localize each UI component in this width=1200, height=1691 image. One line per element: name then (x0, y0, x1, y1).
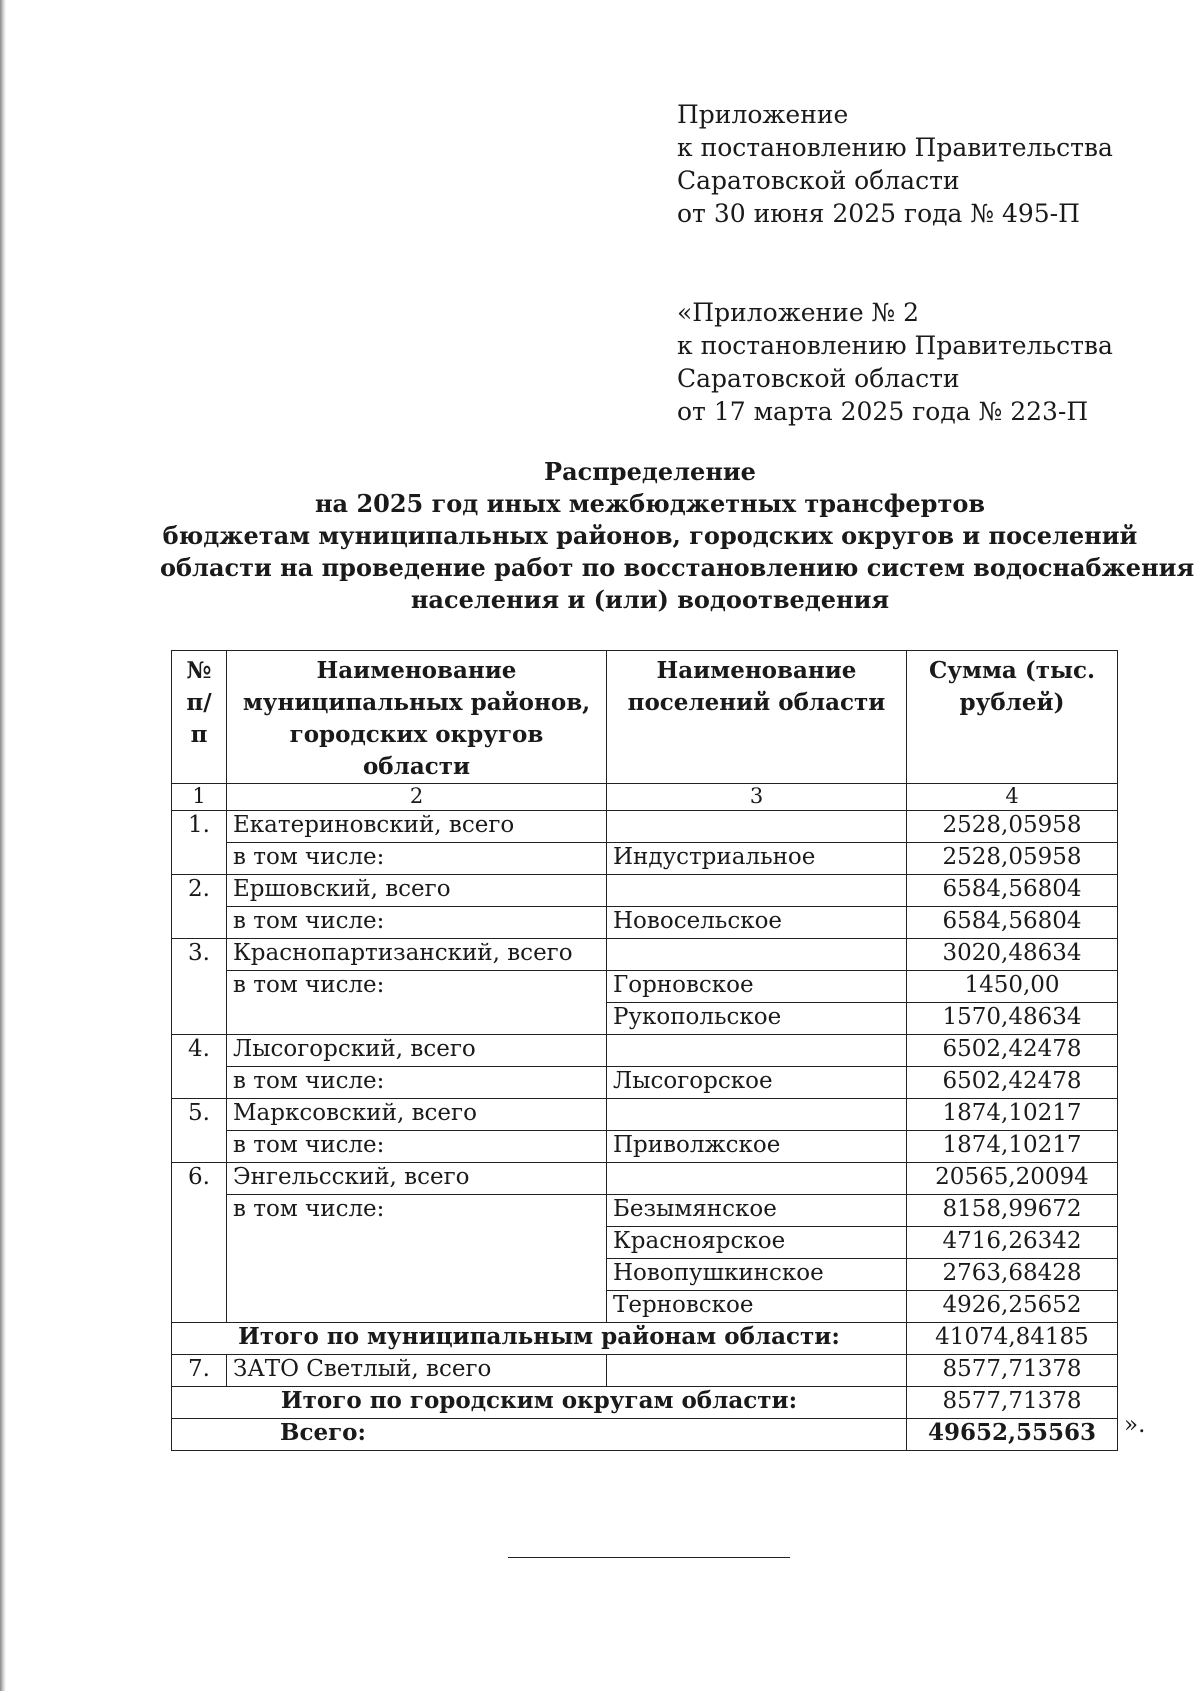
incl-label: в том числе: (227, 971, 607, 1035)
subtotal-districts-sum: 41074,84185 (907, 1323, 1118, 1355)
appendix-line: к постановлению Правительства (677, 133, 1113, 162)
header-sum: Сумма (тыс. рублей) (907, 651, 1118, 784)
title-line: населения и (или) водоотведения (410, 585, 890, 614)
settlement-sum: 6502,42478 (907, 1067, 1118, 1099)
settlement-name: Красноярское (607, 1227, 907, 1259)
table-row (172, 1195, 1118, 1227)
table-row (172, 843, 1118, 875)
scan-edge (0, 0, 6, 1691)
settlement-empty (607, 1355, 907, 1387)
title-line: Распределение (544, 457, 756, 486)
row-number: 7. (172, 1355, 227, 1387)
settlement-empty (607, 1163, 907, 1195)
row-number: 6. (172, 1163, 227, 1323)
row-number: 3. (172, 939, 227, 1035)
settlement-name: Новосельское (607, 907, 907, 939)
settlement-sum: 2528,05958 (907, 843, 1118, 875)
settlement-name: Лысогорское (607, 1067, 907, 1099)
table-row (172, 939, 1118, 971)
column-number-row (172, 784, 1118, 811)
table-row (172, 1067, 1118, 1099)
table-row (172, 907, 1118, 939)
header-num: № п/п (172, 651, 227, 784)
row-number: 5. (172, 1099, 227, 1163)
district-name: Энгельсский, всего (227, 1163, 607, 1195)
header-settlement: Наименование поселений области (607, 651, 907, 784)
closing-quote: ». (1124, 1412, 1146, 1438)
table-row (172, 1163, 1118, 1195)
document-title (160, 456, 1195, 616)
colnum-cell: 1 (172, 784, 227, 811)
district-name: Екатериновский, всего (227, 811, 607, 843)
header-district: Наименование муниципальных районов, городских округов области (227, 651, 607, 784)
district-total: 6502,42478 (907, 1035, 1118, 1067)
table-row (172, 1131, 1118, 1163)
appendix2-line: от 17 марта 2025 года № 223-П (677, 397, 1089, 426)
settlement-sum: 1450,00 (907, 971, 1118, 1003)
table-row (172, 875, 1118, 907)
title-line: на 2025 год иных межбюджетных трансфертов (314, 489, 986, 518)
row-number: 1. (172, 811, 227, 875)
settlement-empty (607, 939, 907, 971)
appendix2-header (677, 296, 1113, 428)
title-line: бюджетам муниципальных районов, городских округов и поселений (162, 521, 1138, 550)
district-total: 6584,56804 (907, 875, 1118, 907)
title-line: области на проведение работ по восстановлению систем водоснабжения (160, 553, 1195, 582)
district-name: Краснопартизанский, всего (227, 939, 607, 971)
footer-divider (508, 1557, 790, 1558)
table-row (172, 811, 1118, 843)
district-total: 3020,48634 (907, 939, 1118, 971)
colnum-cell: 4 (907, 784, 1118, 811)
settlement-empty (607, 1035, 907, 1067)
table-row (172, 1099, 1118, 1131)
appendix2-line: «Приложение № 2 (677, 298, 920, 327)
district-total: 20565,20094 (907, 1163, 1118, 1195)
subtotal-cities-sum: 8577,71378 (907, 1387, 1118, 1419)
row-number: 2. (172, 875, 227, 939)
settlement-empty (607, 1099, 907, 1131)
table-row (172, 1355, 1118, 1387)
settlement-name: Индустриальное (607, 843, 907, 875)
settlement-sum: 4926,25652 (907, 1291, 1118, 1323)
zato-name: ЗАТО Светлый, всего (227, 1355, 607, 1387)
row-number: 4. (172, 1035, 227, 1099)
incl-label: в том числе: (227, 1195, 607, 1323)
appendix2-line: Саратовской области (677, 364, 960, 393)
appendix-header (677, 98, 1113, 230)
appendix2-line: к постановлению Правительства (677, 331, 1113, 360)
settlement-name: Приволжское (607, 1131, 907, 1163)
appendix-line: от 30 июня 2025 года № 495-П (677, 199, 1080, 228)
table-row (172, 1035, 1118, 1067)
appendix-line: Саратовской области (677, 166, 960, 195)
settlement-empty (607, 811, 907, 843)
settlement-sum: 1570,48634 (907, 1003, 1118, 1035)
subtotal-districts-label: Итого по муниципальным районам области: (172, 1323, 907, 1355)
colnum-cell: 2 (227, 784, 607, 811)
settlement-name: Горновское (607, 971, 907, 1003)
incl-label: в том числе: (227, 1131, 607, 1163)
grand-total-row (172, 1419, 1118, 1451)
settlement-sum: 4716,26342 (907, 1227, 1118, 1259)
settlement-empty (607, 875, 907, 907)
grand-total-label: Всего: (172, 1419, 907, 1451)
incl-label: в том числе: (227, 843, 607, 875)
district-total: 1874,10217 (907, 1099, 1118, 1131)
table-header-row (172, 651, 1118, 784)
settlement-sum: 1874,10217 (907, 1131, 1118, 1163)
appendix-line: Приложение (677, 100, 849, 129)
incl-label: в том числе: (227, 1067, 607, 1099)
incl-label: в том числе: (227, 907, 607, 939)
subtotal-row (172, 1323, 1118, 1355)
colnum-cell: 3 (607, 784, 907, 811)
settlement-name: Безымянское (607, 1195, 907, 1227)
settlement-name: Терновское (607, 1291, 907, 1323)
table-row (172, 971, 1118, 1003)
distribution-table (171, 650, 1118, 1451)
district-total: 2528,05958 (907, 811, 1118, 843)
subtotal-cities-label: Итого по городским округам области: (172, 1387, 907, 1419)
zato-sum: 8577,71378 (907, 1355, 1118, 1387)
district-name: Марксовский, всего (227, 1099, 607, 1131)
settlement-sum: 2763,68428 (907, 1259, 1118, 1291)
district-name: Лысогорский, всего (227, 1035, 607, 1067)
settlement-sum: 6584,56804 (907, 907, 1118, 939)
district-name: Ершовский, всего (227, 875, 607, 907)
settlement-sum: 8158,99672 (907, 1195, 1118, 1227)
grand-total-sum: 49652,55563 (907, 1419, 1118, 1451)
settlement-name: Рукопольское (607, 1003, 907, 1035)
subtotal-row (172, 1387, 1118, 1419)
settlement-name: Новопушкинское (607, 1259, 907, 1291)
